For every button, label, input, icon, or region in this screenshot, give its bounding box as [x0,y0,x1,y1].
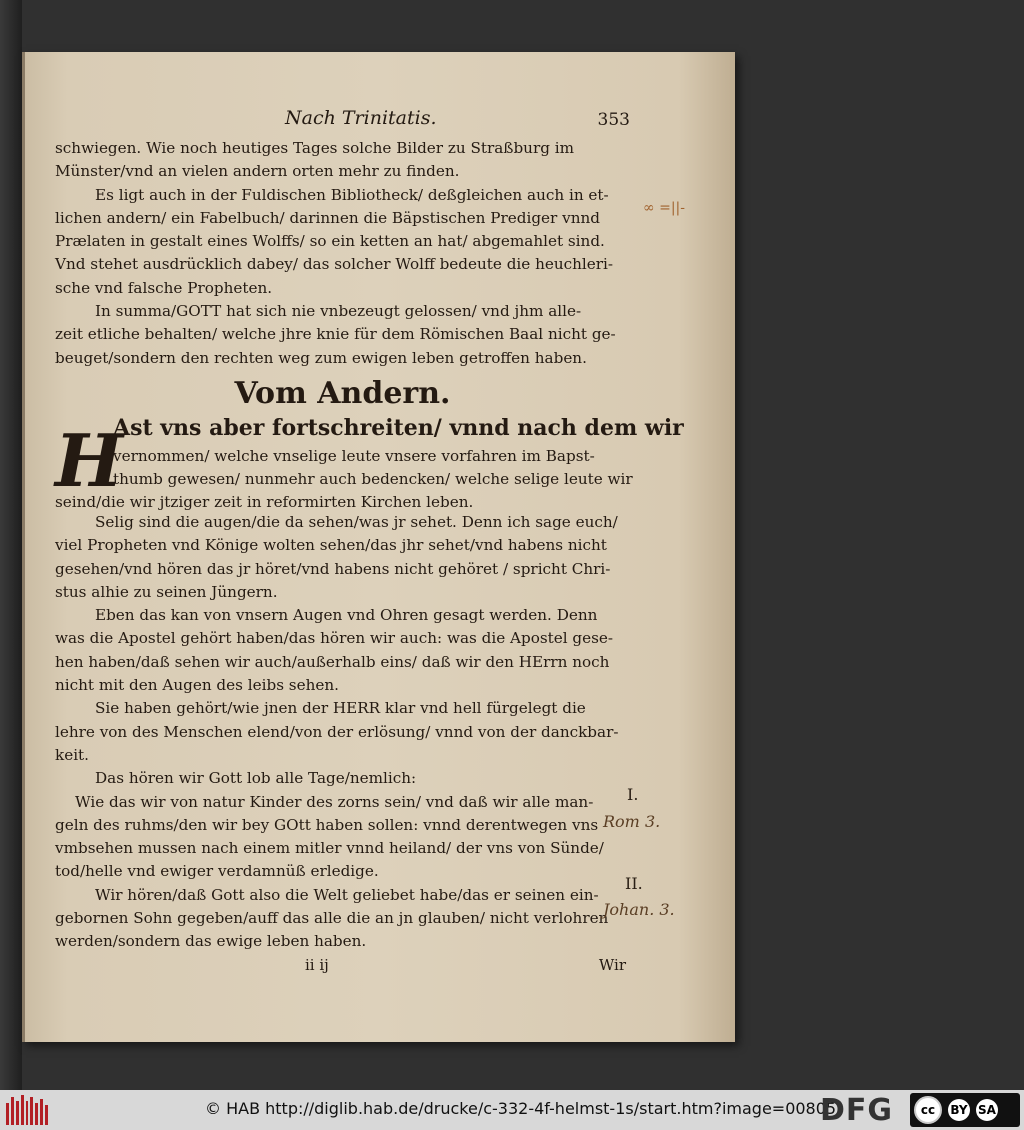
text-line: Vnd stehet ausdrücklich dabey/ das solcher Wolff bedeute die heuchleri- [55,255,614,274]
text-line: gebornen Sohn gegeben/auff das alle die an jn glauben/ nicht verlohren [55,909,609,928]
book-page [22,52,735,1042]
text-line: viel Propheten vnd Könige wolten sehen/das jhr sehet/vnd habens nicht [55,536,607,555]
section-heading: Vom Andern. [234,375,451,411]
text-line: zeit etliche behalten/ welche jhre knie für dem Römischen Baal nicht ge- [55,325,616,344]
text-line: Wir hören/daß Gott also die Welt geliebet habe/das er seinen ein- [95,885,599,904]
text-line: nicht mit den Augen des leibs sehen. [55,676,339,695]
text-line: vernommen/ welche vnselige leute vnsere vorfahren im Bapst- [113,446,595,465]
text-line: schwiegen. Wie noch heutiges Tages solche Bilder zu Straßburg im [55,139,575,157]
first-line-large: Ast vns aber fortschreiten/ vnnd nach dem wir [113,414,684,441]
facing-page-edge [0,0,22,1090]
text-line: Selig sind die augen/die da sehen/was jr sehet. Denn ich sage euch/ [95,512,618,531]
catchword: Wir [598,955,626,974]
text-line: sche vnd falsche Propheten. [55,278,273,297]
margin-note-rom3: Rom 3. [603,812,661,831]
text-line: In summa/GOTT hat sich nie vnbezeugt gelossen/ vnd jhm alle- [95,302,582,321]
text-line: Das hören wir Gott lob alle Tage/nemlich: [95,769,417,788]
cc-icon: cc [914,1096,942,1124]
page-header [55,107,630,137]
text-line: gesehen/vnd hören das jr höret/vnd habens nicht gehöret / spricht Chri- [55,559,611,578]
source-credit-link[interactable]: © HAB http://diglib.hab.de/drucke/c-332-4f-helmst-1s/start.htm?image=00805 [205,1099,837,1118]
viewer-footer [0,1090,1024,1130]
text-line: Prælaten in gestalt eines Wolffs/ so ein ketten an hat/ abgemahlet sind. [55,232,605,251]
text-line: was die Apostel gehört haben/das hören wir auch: was die Apostel gese- [55,629,614,648]
text-line: werden/sondern das ewige leben haben. [55,932,367,951]
by-attribution-icon: BY [948,1099,970,1121]
text-line: seind/die wir jtziger zeit in reformirten Kirchen leben. [55,492,474,511]
margin-note-roman-one: I. [627,785,639,804]
page-number: 353 [597,110,630,130]
page-footer-line [55,956,630,980]
text-line: keit. [55,745,89,764]
text-line: tod/helle vnd ewiger verdamnüß erledige. [55,862,379,881]
initial-paragraph [55,414,684,511]
text-line: Sie haben gehört/wie jnen der HERR klar vnd hell fürgelegt die [95,699,586,718]
text-line: beuget/sondern den rechten weg zum ewigen leben getroffen haben. [55,348,587,367]
text-line: thumb gewesen/ nunmehr auch bedencken/ welche selige leute wir [113,469,633,488]
text-line: lehre von des Menschen elend/von der erlösung/ vnnd von der danckbar- [55,722,619,741]
margin-note-johan3: Johan. 3. [603,900,675,919]
drop-cap-initial: H [55,417,124,503]
cc-license-badge[interactable] [910,1093,1020,1127]
dfg-logo: DFG [820,1093,894,1128]
text-line: stus alhie zu seinen Jüngern. [55,582,278,601]
running-head: Nach Trinitatis. [285,107,437,129]
text-line: hen haben/daß sehen wir auch/außerhalb eins/ daß wir den HErrn noch [55,652,610,671]
text-line: vmbsehen mussen nach einem mitler vnnd heiland/ der vns von Sünde/ [55,839,604,858]
margin-ink-mark: ∞ =||- [643,200,686,216]
text-line: Münster/vnd an vielen andern orten mehr zu finden. [55,162,460,181]
text-line: lichen andern/ ein Fabelbuch/ darinnen die Bäpstischen Prediger vnnd [55,208,600,227]
margin-note-roman-two: II. [625,874,643,893]
share-alike-icon: SA [976,1099,998,1121]
text-line: Wie das wir von natur Kinder des zorns sein/ vnd daß wir alle man- [75,792,594,811]
text-line: geln des ruhms/den wir bey GOtt haben sollen: vnnd derentwegen vns [55,815,599,834]
hab-logo-icon [6,1095,48,1125]
signature-mark: ii ij [305,955,329,974]
text-line: Es ligt auch in der Fuldischen Bibliotheck/ deßgleichen auch in et- [95,185,609,204]
text-line: Eben das kan von vnsern Augen vnd Ohren gesagt werden. Denn [95,606,598,625]
